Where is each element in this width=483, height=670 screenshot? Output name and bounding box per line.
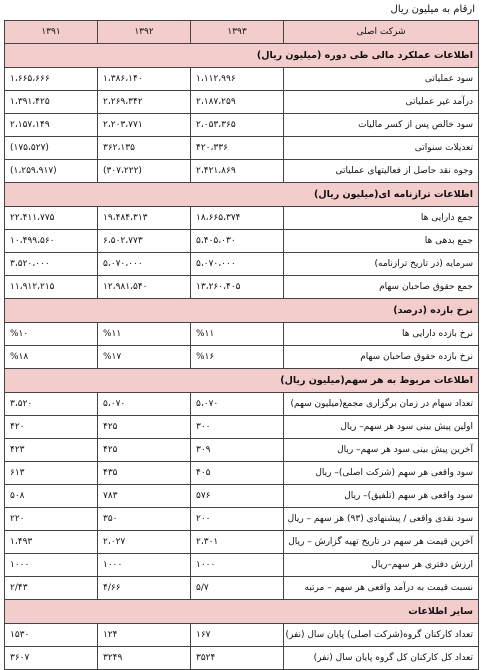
row-label: وجوه نقد حاصل از فعالیتهای عملیاتی: [284, 160, 479, 183]
header-year: ۱۳۹۳: [191, 21, 284, 44]
row-label: ارزش دفتری هر سهم–ریال: [284, 554, 479, 577]
row-label: تعداد کارکنان گروه(شرکت اصلی) پایان سال (نفر): [284, 624, 479, 647]
value-cell: ۱۰۰۰: [191, 554, 284, 577]
header-year: ۱۳۹۲: [98, 21, 191, 44]
value-cell: ۱،۱۱۲،۹۹۶: [191, 68, 284, 91]
row-label: سرمایه (در تاریخ ترازنامه): [284, 253, 479, 276]
value-cell: ۴۲۰،۳۳۶: [191, 137, 284, 160]
value-cell: ۴۲۳: [5, 439, 98, 462]
table-row: [5, 137, 479, 160]
value-cell: %۱۰: [5, 323, 98, 346]
value-cell: ۱۱،۹۱۲،۲۱۵: [5, 276, 98, 299]
value-cell: ۵/۷: [191, 577, 284, 600]
value-cell: %۱۸: [5, 346, 98, 369]
section-title: سایر اطلاعات: [5, 600, 479, 624]
value-cell: ۵،۰۷۰: [191, 393, 284, 416]
section-title: اطلاعات مربوط به هر سهم(میلیون ریال): [5, 369, 479, 393]
row-label: جمع بدهی ها: [284, 230, 479, 253]
value-cell: ۵،۴۰۵،۰۳۰: [191, 230, 284, 253]
section-header-row: [5, 183, 479, 207]
row-label: تعداد کل کارکنان کل گروه پایان سال (نفر): [284, 647, 479, 670]
section-header-row: [5, 600, 479, 624]
value-cell: ۷۸۳: [98, 485, 191, 508]
table-body: [5, 44, 479, 670]
value-cell: %۱۶: [191, 346, 284, 369]
table-row: [5, 230, 479, 253]
row-label: تعدیلات سنواتی: [284, 137, 479, 160]
table-row: [5, 346, 479, 369]
table-row: [5, 91, 479, 114]
value-cell: ۱،۳۹۱،۴۲۵: [5, 91, 98, 114]
value-cell: ۳۶۲،۱۳۵: [98, 137, 191, 160]
value-cell: ۳۵۲۴: [191, 647, 284, 670]
value-cell: ۲/۴۳: [5, 577, 98, 600]
table-row: [5, 439, 479, 462]
value-cell: ۵،۰۷۰،۰۰۰: [98, 253, 191, 276]
row-label: سود نقدی واقعی / پیشنهادی (۹۳) هر سهم – ریال: [284, 508, 479, 531]
value-cell: ۱۰۰۰: [5, 554, 98, 577]
value-cell: ۳،۵۲۰: [5, 393, 98, 416]
value-cell: ۳،۵۲۰،۰۰۰: [5, 253, 98, 276]
header-row: [5, 21, 479, 44]
value-cell: ۲،۱۸۷،۲۵۹: [191, 91, 284, 114]
value-cell: ۵،۰۷۰: [98, 393, 191, 416]
header-year: ۱۳۹۱: [5, 21, 98, 44]
table-row: [5, 624, 479, 647]
value-cell: (۱،۲۵۹،۹۱۷): [5, 160, 98, 183]
value-cell: (۳۰۷،۲۲۲): [98, 160, 191, 183]
value-cell: ۳۰۹: [191, 439, 284, 462]
value-cell: ۳۶۰۷: [5, 647, 98, 670]
table-row: [5, 416, 479, 439]
table-row: [5, 207, 479, 230]
value-cell: ۱۸،۶۶۵،۳۷۴: [191, 207, 284, 230]
units-note: ارقام به میلیون ریال: [390, 4, 475, 15]
row-label: سود عملیاتی: [284, 68, 479, 91]
value-cell: %۱۱: [191, 323, 284, 346]
row-label: جمع دارایی ها: [284, 207, 479, 230]
row-label: اولین پیش بینی سود هر سهم– ریال: [284, 416, 479, 439]
section-header-row: [5, 299, 479, 323]
value-cell: ۱،۶۶۵،۶۶۶: [5, 68, 98, 91]
value-cell: ۳۰۰: [191, 416, 284, 439]
value-cell: ۱۳،۲۶۰،۴۰۵: [191, 276, 284, 299]
value-cell: ۱۶۷: [191, 624, 284, 647]
value-cell: ۲۲۰: [5, 508, 98, 531]
section-title: نرخ بازده (درصد): [5, 299, 479, 323]
value-cell: ۱۲۴: [98, 624, 191, 647]
value-cell: ۲،۰۵۳،۳۶۵: [191, 114, 284, 137]
table-row: [5, 393, 479, 416]
table-row: [5, 554, 479, 577]
table-row: [5, 323, 479, 346]
value-cell: ۲،۰۲۷: [98, 531, 191, 554]
table-row: [5, 508, 479, 531]
value-cell: ۲۲،۴۱۱،۷۷۵: [5, 207, 98, 230]
row-label: سود واقعی هر سهم (شرکت اصلی)– ریال: [284, 462, 479, 485]
value-cell: ۲،۳۰۱: [191, 531, 284, 554]
table-row: [5, 276, 479, 299]
value-cell: ۴۲۰: [5, 416, 98, 439]
value-cell: ۴/۶۶: [98, 577, 191, 600]
value-cell: ۴۲۵: [98, 416, 191, 439]
value-cell: ۱،۴۹۳: [5, 531, 98, 554]
value-cell: ۲،۲۶۹،۳۴۲: [98, 91, 191, 114]
header-company: شرکت اصلی: [284, 21, 479, 44]
value-cell: ۳۲۴۹: [98, 647, 191, 670]
section-title: اطلاعات عملکرد مالی طی دوره (میلیون ریال): [5, 44, 479, 68]
section-title: اطلاعات ترازنامه ای(میلیون ریال): [5, 183, 479, 207]
table-row: [5, 577, 479, 600]
value-cell: ۱۲،۹۸۱،۵۴۰: [98, 276, 191, 299]
row-label: نرخ بازده حقوق صاحبان سهام: [284, 346, 479, 369]
value-cell: ۱۰،۴۹۹،۵۶۰: [5, 230, 98, 253]
row-label: آخرین قیمت هر سهم در تاریخ تهیه گزارش – ریال: [284, 531, 479, 554]
section-header-row: [5, 369, 479, 393]
row-label: سود خالص پس از کسر مالیات: [284, 114, 479, 137]
row-label: جمع حقوق صاحبان سهام: [284, 276, 479, 299]
row-label: آخرین پیش بینی سود هر سهم– ریال: [284, 439, 479, 462]
row-label: تعداد سهام در زمان برگزاری مجمع(میلیون سهم): [284, 393, 479, 416]
table-row: [5, 114, 479, 137]
value-cell: (۱۷۵،۵۲۷): [5, 137, 98, 160]
value-cell: ۱۰۰۰: [98, 554, 191, 577]
table-row: [5, 462, 479, 485]
value-cell: %۱۱: [98, 323, 191, 346]
table-row: [5, 485, 479, 508]
value-cell: ۶،۵۰۲،۷۷۳: [98, 230, 191, 253]
table-row: [5, 531, 479, 554]
table-row: [5, 68, 479, 91]
value-cell: ۴۲۵: [98, 439, 191, 462]
value-cell: ۲۰۰: [191, 508, 284, 531]
row-label: سود واقعی هر سهم (تلفیق)– ریال: [284, 485, 479, 508]
value-cell: ۵۷۶: [191, 485, 284, 508]
value-cell: ۲،۴۲۱،۸۶۹: [191, 160, 284, 183]
value-cell: ۱۵۳۰: [5, 624, 98, 647]
row-label: نرخ بازده دارایی ها: [284, 323, 479, 346]
row-label: نسبت قیمت به درآمد واقعی هر سهم – مرتبه: [284, 577, 479, 600]
value-cell: ۵،۰۷۰،۰۰۰: [191, 253, 284, 276]
value-cell: ۱۹،۴۸۴،۳۱۳: [98, 207, 191, 230]
value-cell: ۵۰۸: [5, 485, 98, 508]
table-row: [5, 647, 479, 670]
value-cell: ۶۱۳: [5, 462, 98, 485]
value-cell: ۱،۳۸۶،۱۴۰: [98, 68, 191, 91]
value-cell: ۲،۱۵۷،۱۴۹: [5, 114, 98, 137]
value-cell: ۲،۲۰۳،۷۷۱: [98, 114, 191, 137]
value-cell: ۴۳۵: [98, 462, 191, 485]
financial-summary-table: [4, 20, 479, 670]
row-label: درآمد غیر عملیاتی: [284, 91, 479, 114]
value-cell: ۴۰۵: [191, 462, 284, 485]
value-cell: %۱۷: [98, 346, 191, 369]
value-cell: ۳۵۰: [98, 508, 191, 531]
section-header-row: [5, 44, 479, 68]
table-row: [5, 253, 479, 276]
table-row: [5, 160, 479, 183]
